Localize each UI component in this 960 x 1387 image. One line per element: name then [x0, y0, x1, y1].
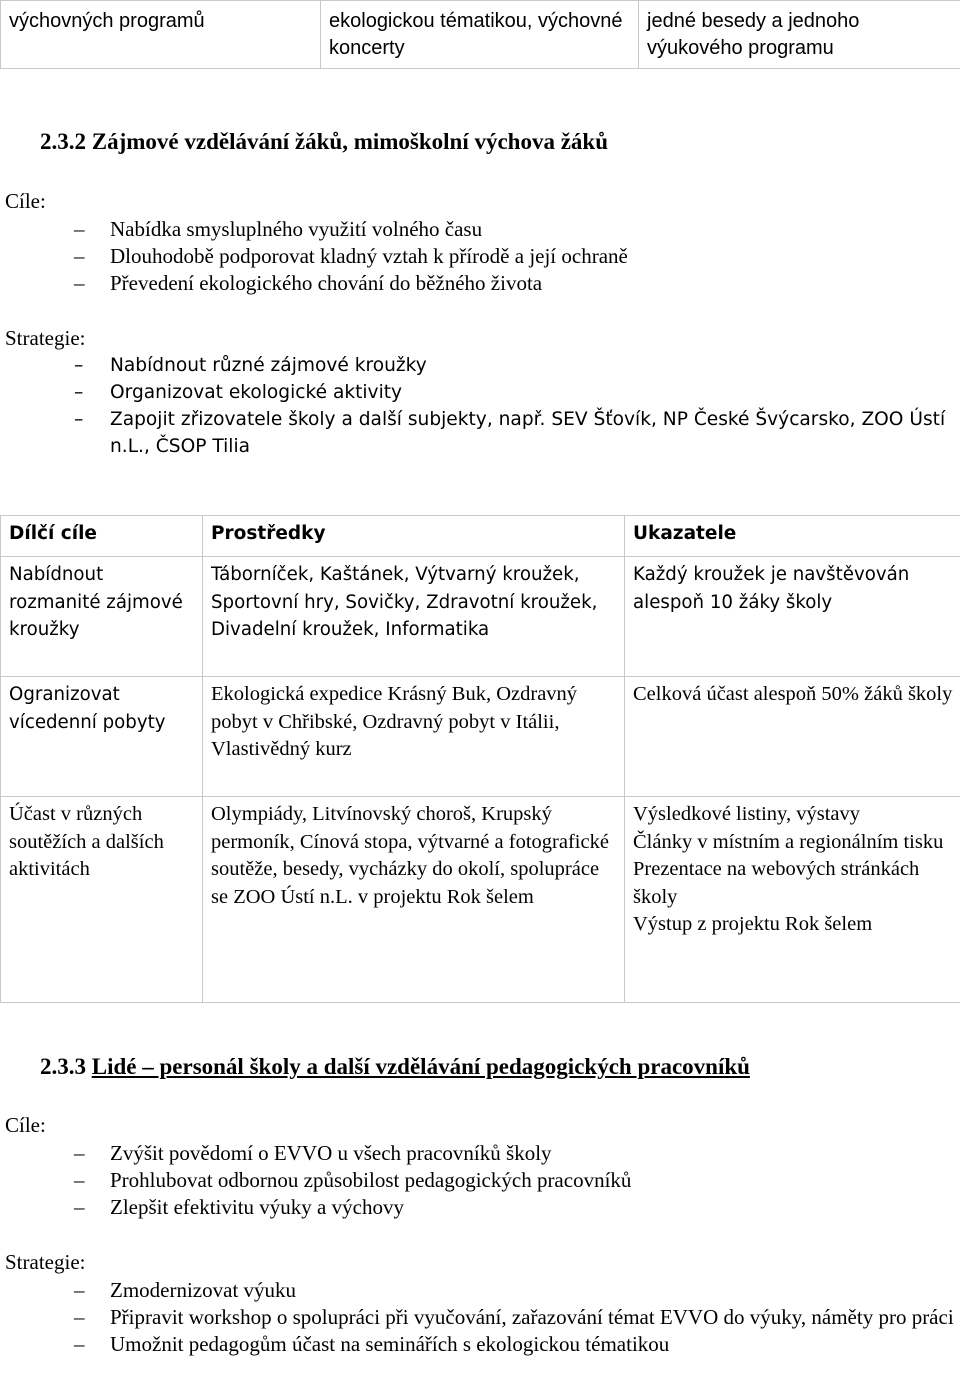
top-table-fragment [0, 0, 960, 69]
table-cell: ekologickou tématikou, výchovné koncerty [321, 1, 639, 69]
table-cell: Olympiády, Litvínovský choroš, Krupský permoník, Cínová stopa, výtvarné a fotografické soutěže, besedy, vycházky do okolí, spolupráce se ZOO Ústí n.L. v projektu Rok šelem [203, 797, 625, 1003]
section-heading-2-3-2: 2.3.2 Zájmové vzdělávání žáků, mimoškolní výchova žáků [40, 129, 609, 154]
goals-means-indicators-table [0, 515, 960, 1003]
strategy-list [0, 1277, 960, 1358]
list-item: – Umožnit pedagogům účast na seminářích s ekologickou tématikou [74, 1332, 670, 1356]
dash-icon: – [74, 1141, 85, 1165]
section-heading-2-3-3 [40, 1054, 750, 1080]
table-cell: Táborníček, Kaštánek, Výtvarný kroužek, Sportovní hry, Sovičky, Zdravotní kroužek, Divadelní kroužek, Informatika [203, 557, 625, 677]
heading-number: 2.3.3 [40, 1054, 92, 1079]
table-cell: jedné besedy a jednoho výukového programu [639, 1, 960, 69]
table-row [1, 1, 960, 69]
column-header: Dílčí cíle [1, 516, 203, 557]
dash-icon: – [74, 1168, 85, 1192]
table-cell: výchovných programů [1, 1, 321, 69]
strategy-label: Strategie: [5, 1250, 86, 1274]
goals-label: Cíle: [5, 189, 46, 213]
table-cell: Celková účast alespoň 50% žáků školy [625, 677, 960, 797]
table-row [1, 557, 960, 677]
dash-icon: – [74, 409, 84, 430]
dash-icon: – [74, 382, 84, 403]
dash-icon: – [74, 244, 85, 268]
goals-label: Cíle: [5, 1113, 46, 1137]
dash-icon: – [74, 217, 85, 241]
strategy-list [0, 352, 960, 460]
goals-list [0, 216, 960, 297]
table-cell: Ogranizovat vícedenní pobyty [1, 677, 203, 797]
list-item: – Prohlubovat odbornou způsobilost pedagogických pracovníků [74, 1168, 632, 1192]
heading-title: Lidé – personál školy a další vzdělávání pedagogických pracovníků [91, 1054, 750, 1079]
dash-icon: – [74, 1332, 85, 1356]
list-item: – Nabídka smysluplného využití volného času [74, 217, 483, 241]
dash-icon: – [74, 1278, 85, 1302]
table-cell: Účast v různých soutěžích a dalších aktivitách [1, 797, 203, 1003]
table-cell: Výsledkové listiny, výstavy Články v místním a regionálním tisku Prezentace na webových stránkách školy Výstup z projektu Rok šelem [625, 797, 960, 1003]
list-item: – Dlouhodobě podporovat kladný vztah k přírodě a její ochraně [74, 244, 628, 268]
dash-icon: – [74, 1305, 85, 1329]
table-cell: Každý kroužek je navštěvován alespoň 10 žáky školy [625, 557, 960, 677]
table-row [1, 677, 960, 797]
list-item: – Zmodernizovat výuku [74, 1278, 297, 1302]
strategy-label: Strategie: [5, 326, 86, 350]
goals-list [0, 1140, 960, 1221]
dash-icon: – [74, 271, 85, 295]
column-header: Prostředky [203, 516, 625, 557]
dash-icon: – [74, 1195, 85, 1219]
column-header: Ukazatele [625, 516, 960, 557]
list-item: – Zvýšit povědomí o EVVO u všech pracovníků školy [74, 1141, 552, 1165]
list-item: – Zapojit zřizovatele školy a další subjekty, např. SEV Šťovík, NP České Švýcarsko, ZOO Ústí n.L., ČSOP Tilia [0, 406, 960, 460]
table-header-row [1, 516, 960, 557]
dash-icon: – [74, 355, 84, 376]
table-row [1, 797, 960, 1003]
list-item: – Připravit workshop o spolupráci při vyučování, zařazování témat EVVO do výuky, náměty pro práci [74, 1305, 954, 1329]
table-cell: Ekologická expedice Krásný Buk, Ozdravný pobyt v Chřibské, Ozdravný pobyt v Itálii, Vlastivědný kurz [203, 677, 625, 797]
table-cell: Nabídnout rozmanité zájmové kroužky [1, 557, 203, 677]
list-item: – Převedení ekologického chování do běžného života [74, 271, 543, 295]
list-item: – Nabídnout různé zájmové kroužky [0, 352, 960, 379]
list-item: – Organizovat ekologické aktivity [0, 379, 960, 406]
list-item: – Zlepšit efektivitu výuky a výchovy [74, 1195, 404, 1219]
